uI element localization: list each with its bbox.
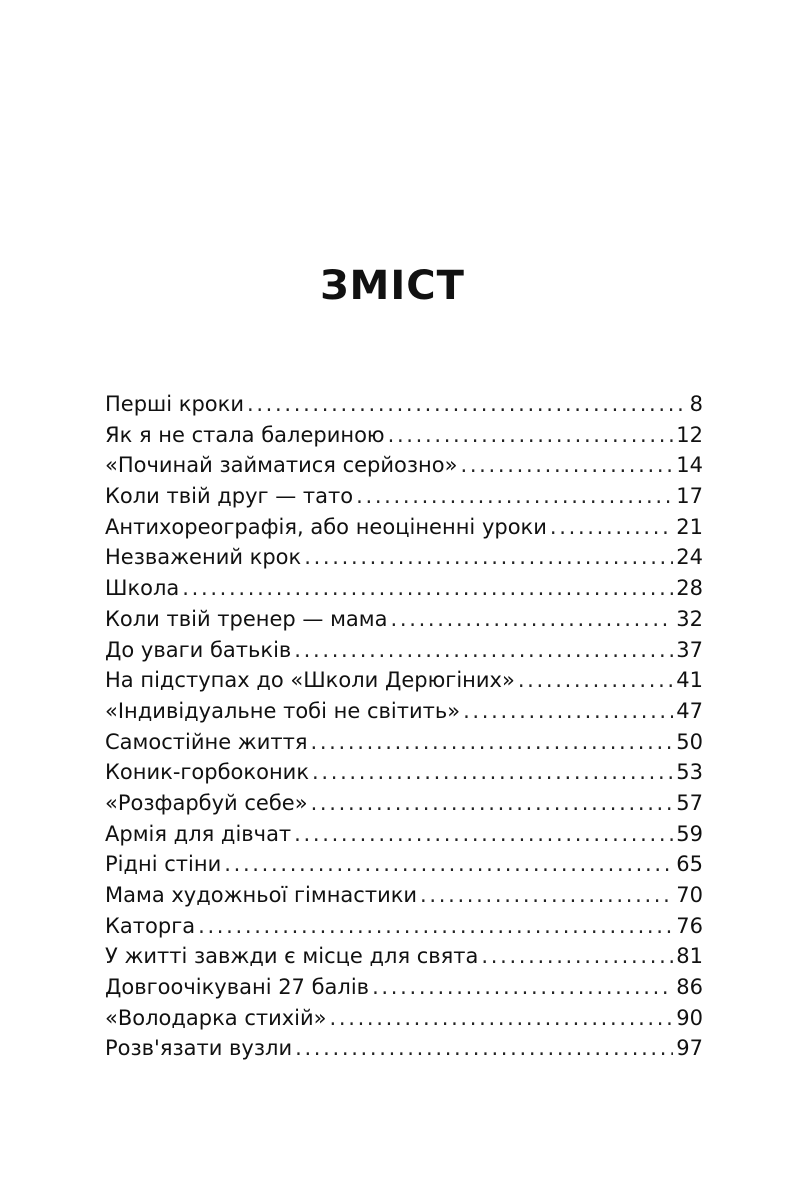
dot-leader: [330, 1003, 674, 1034]
dot-leader: [518, 665, 673, 696]
toc-entry-title: Каторга: [105, 913, 196, 938]
toc-entry: [105, 757, 703, 788]
dot-leader: [304, 542, 673, 573]
toc-entry-title: Розв'язати вузли: [105, 1036, 293, 1061]
toc-entry: [105, 727, 703, 758]
toc-entry-page-number: 28: [676, 576, 703, 601]
toc-entry-page-number: 21: [676, 514, 703, 539]
toc-entry: [105, 972, 703, 1003]
dot-leader: [356, 481, 673, 512]
toc-entry-title: Коли твій друг — тато: [105, 484, 354, 509]
toc-entry-page-number: 97: [676, 1036, 703, 1061]
toc-entry: [105, 941, 703, 972]
toc-entry-page-number: 65: [676, 852, 703, 877]
toc-entry-title: Перші кроки: [105, 392, 244, 416]
toc-entry: [105, 788, 703, 819]
toc-entry: [105, 573, 703, 604]
dot-leader: [312, 757, 673, 788]
toc-entry: [105, 389, 703, 420]
toc-entry-title: «Індивідуальне тобі не світить»: [105, 698, 461, 723]
toc-entry: [105, 635, 703, 666]
toc-entry-title: Рідні стіни: [105, 852, 222, 877]
toc-entry-page-number: 86: [676, 975, 703, 1000]
table-of-contents: [105, 389, 703, 1064]
toc-entry: [105, 1003, 703, 1034]
toc-entry-title: Армія для дівчат: [105, 821, 292, 846]
toc-entry-page-number: 24: [676, 545, 703, 570]
toc-entry-page-number: 76: [676, 913, 703, 938]
dot-leader: [294, 635, 673, 666]
toc-entry: [105, 512, 703, 543]
toc-entry-page-number: 12: [676, 422, 703, 447]
toc-entry-title: «Розфарбуй себе»: [105, 790, 308, 815]
toc-entry-page-number: 8: [689, 392, 703, 416]
toc-entry-title: Школа: [105, 576, 180, 601]
dot-leader: [550, 512, 673, 543]
toc-entry-title: Як я не стала балериною: [105, 422, 385, 447]
toc-entry-page-number: 37: [676, 637, 703, 662]
toc-entry-page-number: 17: [676, 484, 703, 509]
toc-entry-page-number: 32: [676, 606, 703, 631]
toc-entry-page-number: 41: [676, 668, 703, 693]
toc-entry: [105, 604, 703, 635]
toc-entry-page-number: 90: [676, 1005, 703, 1030]
toc-entry-title: У житті завжди є місце для свята: [105, 944, 479, 969]
toc-entry-title: «Починай займатися серйозно»: [105, 453, 458, 478]
toc-entry-page-number: 81: [676, 944, 703, 969]
toc-entry-title: Незважений крок: [105, 545, 302, 570]
toc-entry-title: Антихореографія, або неоціненні уроки: [105, 514, 547, 539]
toc-entry-page-number: 70: [676, 883, 703, 907]
toc-entry: [105, 420, 703, 451]
toc-entry-title: Самостійне життя: [105, 729, 308, 754]
toc-entry-page-number: 53: [676, 760, 703, 785]
dot-leader: [247, 389, 687, 420]
toc-entry: [105, 450, 703, 481]
toc-entry-page-number: 50: [676, 729, 703, 754]
dot-leader: [463, 696, 673, 727]
dot-leader: [224, 849, 673, 880]
toc-entry-title: На підступах до «Школи Дерюгіних»: [105, 668, 515, 693]
dot-leader: [391, 604, 674, 635]
toc-entry-title: До уваги батьків: [105, 637, 292, 662]
toc-entry-page-number: 47: [676, 698, 703, 723]
dot-leader: [460, 450, 673, 481]
dot-leader: [311, 788, 674, 819]
toc-entry-title: «Володарка стихій»: [105, 1005, 327, 1030]
toc-entry-title: Коли твій тренер — мама: [105, 606, 388, 631]
toc-entry: [105, 819, 703, 850]
dot-leader: [198, 911, 673, 942]
toc-entry: [105, 665, 703, 696]
toc-entry-page-number: 57: [676, 790, 703, 815]
page-title: ЗМІСТ: [320, 263, 465, 309]
toc-entry: [105, 880, 703, 911]
dot-leader: [420, 880, 673, 911]
dot-leader: [182, 573, 673, 604]
toc-entry: [105, 696, 703, 727]
toc-entry: [105, 911, 703, 942]
toc-entry: [105, 1033, 703, 1064]
toc-entry-page-number: 59: [676, 821, 703, 846]
dot-leader: [372, 972, 673, 1003]
dot-leader: [481, 941, 673, 972]
toc-entry-title: Мама художньої гімнастики: [105, 883, 418, 907]
dot-leader: [388, 420, 674, 451]
toc-entry-page-number: 14: [676, 453, 703, 478]
toc-entry: [105, 849, 703, 880]
toc-entry: [105, 481, 703, 512]
dot-leader: [294, 819, 673, 850]
toc-entry: [105, 542, 703, 573]
dot-leader: [310, 727, 673, 758]
toc-entry-title: Довгоочікувані 27 балів: [105, 975, 370, 1000]
toc-entry-title: Коник-горбоконик: [105, 760, 310, 785]
dot-leader: [295, 1033, 673, 1064]
